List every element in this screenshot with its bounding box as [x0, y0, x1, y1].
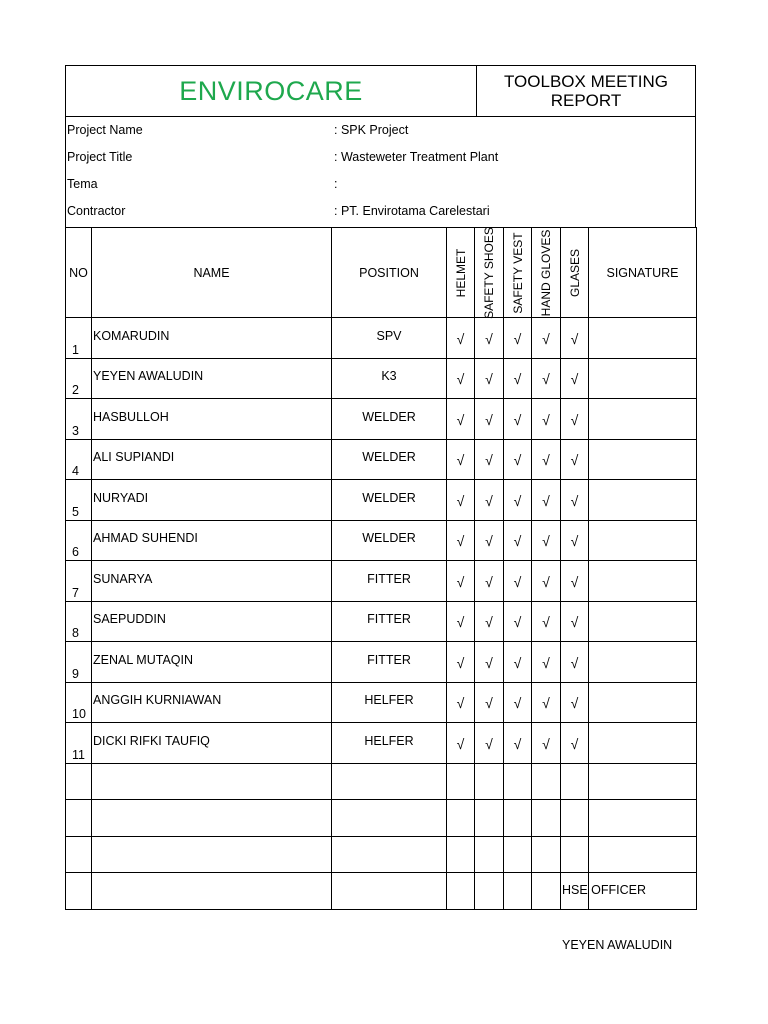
row-signature[interactable] — [589, 723, 697, 764]
col-header-signature: SIGNATURE — [589, 228, 697, 318]
row-shoes-check: √ — [475, 439, 504, 480]
info-value: : PT. Envirotama Carelestari — [334, 204, 490, 218]
row-position: WELDER — [332, 439, 447, 480]
blank-cell — [561, 836, 589, 873]
report-header — [65, 65, 696, 117]
row-shoes-check: √ — [475, 682, 504, 723]
row-shoes-check: √ — [475, 723, 504, 764]
row-glases-check: √ — [561, 601, 589, 642]
blank-cell — [561, 800, 589, 837]
blank-cell — [447, 800, 475, 837]
row-gloves-check: √ — [532, 399, 561, 440]
row-no: 5 — [66, 480, 92, 521]
blank-cell — [532, 800, 561, 837]
row-helmet-check: √ — [447, 480, 475, 521]
row-shoes-check: √ — [475, 642, 504, 683]
project-info — [65, 117, 696, 227]
blank-cell — [589, 836, 697, 873]
col-header-glases: GLASES — [561, 228, 589, 318]
row-name: ANGGIH KURNIAWAN — [92, 682, 332, 723]
info-label: Tema — [67, 177, 98, 191]
blank-cell — [475, 836, 504, 873]
blank-cell — [475, 800, 504, 837]
row-shoes-check: √ — [475, 318, 504, 359]
info-label: Project Title — [67, 150, 133, 164]
report-title — [477, 66, 695, 116]
info-label: Contractor — [67, 204, 126, 218]
row-gloves-check: √ — [532, 520, 561, 561]
row-gloves-check: √ — [532, 318, 561, 359]
row-helmet-check: √ — [447, 601, 475, 642]
row-no: 10 — [66, 682, 92, 723]
row-position: WELDER — [332, 480, 447, 521]
row-position: FITTER — [332, 642, 447, 683]
row-vest-check: √ — [504, 561, 532, 602]
row-vest-check: √ — [504, 682, 532, 723]
hse-officer-name: YEYEN AWALUDIN — [562, 938, 673, 952]
row-vest-check: √ — [504, 358, 532, 399]
blank-cell — [561, 763, 589, 800]
row-gloves-check: √ — [532, 480, 561, 521]
row-vest-check: √ — [504, 480, 532, 521]
row-shoes-check: √ — [475, 399, 504, 440]
row-signature[interactable] — [589, 561, 697, 602]
info-row-project-title — [67, 147, 498, 167]
row-name: YEYEN AWALUDIN — [92, 358, 332, 399]
col-header-position: POSITION — [332, 228, 447, 318]
blank-cell — [475, 763, 504, 800]
row-vest-check: √ — [504, 601, 532, 642]
row-helmet-check: √ — [447, 399, 475, 440]
blank-cell — [504, 763, 532, 800]
row-glases-check: √ — [561, 723, 589, 764]
row-shoes-check: √ — [475, 480, 504, 521]
info-value: : SPK Project — [334, 123, 409, 137]
row-glases-check: √ — [561, 520, 589, 561]
info-value: : — [334, 177, 338, 191]
blank-cell — [92, 836, 332, 873]
table-row — [66, 723, 697, 764]
row-signature[interactable] — [589, 520, 697, 561]
row-gloves-check: √ — [532, 723, 561, 764]
table-body — [66, 318, 697, 910]
col-header-safety-vest: SAFETY VEST — [504, 228, 532, 318]
blank-cell — [532, 836, 561, 873]
col-header-safety-shoes: SAFETY SHOES — [475, 228, 504, 318]
col-header-hand-gloves: HAND GLOVES — [532, 228, 561, 318]
info-row-project-name — [67, 120, 408, 140]
row-vest-check: √ — [504, 642, 532, 683]
blank-cell — [532, 763, 561, 800]
row-position: HELFER — [332, 723, 447, 764]
blank-cell — [66, 800, 92, 837]
table-row — [66, 318, 697, 359]
row-no: 7 — [66, 561, 92, 602]
col-header-helmet: HELMET — [447, 228, 475, 318]
row-name: ZENAL MUTAQIN — [92, 642, 332, 683]
row-name: NURYADI — [92, 480, 332, 521]
blank-cell — [92, 873, 332, 910]
row-signature[interactable] — [589, 642, 697, 683]
table-header-row — [66, 228, 697, 318]
row-glases-check: √ — [561, 480, 589, 521]
row-signature[interactable] — [589, 601, 697, 642]
row-glases-check: √ — [561, 399, 589, 440]
table-row — [66, 358, 697, 399]
blank-row — [66, 763, 697, 800]
col-header-no: NO — [66, 228, 92, 318]
blank-cell — [66, 836, 92, 873]
row-position: SPV — [332, 318, 447, 359]
row-vest-check: √ — [504, 399, 532, 440]
company-cell — [66, 66, 477, 116]
row-signature[interactable] — [589, 439, 697, 480]
row-position: WELDER — [332, 520, 447, 561]
row-no: 9 — [66, 642, 92, 683]
row-name: SUNARYA — [92, 561, 332, 602]
row-gloves-check: √ — [532, 682, 561, 723]
row-glases-check: √ — [561, 642, 589, 683]
table-row — [66, 439, 697, 480]
info-value: : Wasteweter Treatment Plant — [334, 150, 499, 164]
company-name: ENVIROCARE — [179, 75, 363, 106]
blank-row — [66, 836, 697, 873]
blank-cell — [92, 763, 332, 800]
table-row — [66, 682, 697, 723]
row-gloves-check: √ — [532, 642, 561, 683]
row-gloves-check: √ — [532, 561, 561, 602]
blank-cell — [447, 836, 475, 873]
row-vest-check: √ — [504, 520, 532, 561]
hse-officer-title: HSE OFFICER — [562, 883, 647, 897]
col-header-name: NAME — [92, 228, 332, 318]
row-helmet-check: √ — [447, 318, 475, 359]
table-row — [66, 561, 697, 602]
row-glases-check: √ — [561, 439, 589, 480]
row-shoes-check: √ — [475, 358, 504, 399]
row-no: 11 — [66, 723, 92, 764]
report-title-line1: TOOLBOX MEETING — [503, 72, 669, 91]
row-glases-check: √ — [561, 318, 589, 359]
blank-cell — [504, 836, 532, 873]
row-position: HELFER — [332, 682, 447, 723]
row-glases-check: √ — [561, 682, 589, 723]
row-helmet-check: √ — [447, 682, 475, 723]
blank-cell — [332, 873, 447, 910]
row-gloves-check: √ — [532, 439, 561, 480]
row-shoes-check: √ — [475, 601, 504, 642]
row-no: 1 — [66, 318, 92, 359]
blank-cell — [332, 800, 447, 837]
table-row — [66, 601, 697, 642]
attendance-table — [65, 227, 697, 910]
row-name: KOMARUDIN — [92, 318, 332, 359]
table-row — [66, 642, 697, 683]
row-position: K3 — [332, 358, 447, 399]
info-row-tema — [67, 174, 337, 194]
blank-cell — [66, 873, 92, 910]
blank-cell — [92, 800, 332, 837]
row-position: WELDER — [332, 399, 447, 440]
row-helmet-check: √ — [447, 439, 475, 480]
info-label: Project Name — [67, 123, 143, 137]
row-helmet-check: √ — [447, 642, 475, 683]
row-position: FITTER — [332, 601, 447, 642]
report-sheet — [65, 65, 696, 910]
row-vest-check: √ — [504, 723, 532, 764]
row-no: 6 — [66, 520, 92, 561]
table-row — [66, 520, 697, 561]
row-signature[interactable] — [589, 318, 697, 359]
blank-cell — [589, 763, 697, 800]
row-name: HASBULLOH — [92, 399, 332, 440]
row-helmet-check: √ — [447, 723, 475, 764]
table-row — [66, 480, 697, 521]
blank-cell — [66, 763, 92, 800]
row-gloves-check: √ — [532, 601, 561, 642]
row-name: SAEPUDDIN — [92, 601, 332, 642]
row-no: 8 — [66, 601, 92, 642]
row-name: ALI SUPIANDI — [92, 439, 332, 480]
blank-cell — [332, 763, 447, 800]
row-signature[interactable] — [589, 399, 697, 440]
blank-cell — [475, 873, 504, 910]
row-signature[interactable] — [589, 682, 697, 723]
row-shoes-check: √ — [475, 561, 504, 602]
blank-cell — [504, 800, 532, 837]
row-no: 3 — [66, 399, 92, 440]
row-helmet-check: √ — [447, 358, 475, 399]
table-row — [66, 399, 697, 440]
row-helmet-check: √ — [447, 561, 475, 602]
blank-cell — [447, 763, 475, 800]
row-vest-check: √ — [504, 318, 532, 359]
blank-cell — [532, 873, 561, 910]
blank-cell — [504, 873, 532, 910]
blank-cell — [589, 800, 697, 837]
info-row-contractor — [67, 201, 490, 221]
blank-cell — [447, 873, 475, 910]
row-no: 2 — [66, 358, 92, 399]
row-helmet-check: √ — [447, 520, 475, 561]
row-glases-check: √ — [561, 358, 589, 399]
row-position: FITTER — [332, 561, 447, 602]
blank-cell — [332, 836, 447, 873]
blank-row — [66, 800, 697, 837]
row-signature[interactable] — [589, 358, 697, 399]
row-glases-check: √ — [561, 561, 589, 602]
row-no: 4 — [66, 439, 92, 480]
row-shoes-check: √ — [475, 520, 504, 561]
row-vest-check: √ — [504, 439, 532, 480]
row-name: DICKI RIFKI TAUFIQ — [92, 723, 332, 764]
row-gloves-check: √ — [532, 358, 561, 399]
report-title-line2: REPORT — [550, 91, 622, 110]
row-name: AHMAD SUHENDI — [92, 520, 332, 561]
row-signature[interactable] — [589, 480, 697, 521]
